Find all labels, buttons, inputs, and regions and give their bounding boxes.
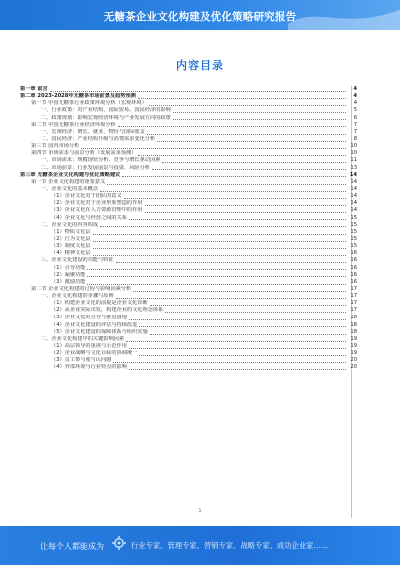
gear-icon — [112, 536, 126, 550]
toc-entry-label: （4）企业文化与经营之间的关系 — [51, 214, 127, 221]
toc-entry[interactable] — [20, 129, 357, 136]
toc-leader-dots — [133, 291, 346, 292]
toc-leader-dots — [93, 255, 346, 256]
toc-leader-dots — [173, 119, 346, 120]
toc-entry-page: 20 — [350, 357, 357, 364]
footer-slogan: 让每个人都能成为 — [40, 542, 104, 551]
toc-entry-label: 二、市场前景：行业发展前景与投资、风险分析 — [41, 164, 150, 171]
toc-entry-page: 6 — [353, 114, 357, 121]
toc-leader-dots — [81, 148, 346, 149]
toc-entry-page: 11 — [350, 157, 357, 164]
toc-entry-page: 4 — [353, 86, 357, 92]
toc-entry-page: 17 — [350, 293, 357, 300]
toc-entry[interactable] — [20, 265, 357, 272]
toc-entry[interactable] — [20, 222, 357, 229]
toc-entry-label: （3）企业文化在人力资源管理中的作用 — [51, 207, 143, 214]
table-of-contents — [20, 86, 357, 372]
toc-entry-label: （1）物质文化层 — [51, 228, 91, 235]
toc-leader-dots — [118, 126, 346, 127]
toc-leader-dots — [138, 98, 346, 99]
toc-entry[interactable] — [20, 207, 357, 214]
toc-entry-page: 19 — [350, 350, 357, 357]
toc-entry-label: 第二章 2023-2028年无糖茶市场前景及趋势预测 — [20, 93, 136, 100]
toc-leader-dots — [87, 276, 346, 277]
toc-entry[interactable] — [20, 93, 357, 100]
toc-leader-dots — [147, 134, 346, 135]
page-number: 1 — [198, 508, 202, 514]
toc-entry[interactable] — [20, 315, 357, 322]
toc-entry[interactable] — [20, 186, 357, 193]
toc-leader-dots — [116, 262, 346, 263]
toc-entry-page: 17 — [350, 300, 357, 307]
toc-entry-label: 二、企业文化的内容构成 — [41, 221, 99, 228]
header-banner — [0, 0, 400, 30]
toc-entry-page: 16 — [350, 250, 357, 257]
toc-leader-dots — [129, 369, 346, 370]
toc-entry-page: 18 — [350, 314, 357, 321]
toc-entry[interactable] — [20, 229, 357, 236]
toc-entry[interactable] — [20, 286, 357, 293]
toc-leader-dots — [100, 191, 346, 192]
toc-entry-label: 第四节 市场需求与前景分析（发展需求预测） — [31, 150, 137, 157]
toc-entry-label: （4）精神文化层 — [51, 250, 91, 257]
toc-entry-label: 一、市场需求：规模现状分析、竞争与增长驱动因素 — [41, 157, 161, 164]
toc-heading: 内容目录 — [176, 59, 224, 72]
toc-entry-page: 17 — [350, 307, 357, 314]
toc-entry-page: 13 — [350, 164, 357, 171]
toc-entry-page: 14 — [350, 185, 357, 192]
toc-entry-page: 14 — [350, 200, 357, 207]
toc-entry[interactable] — [20, 86, 357, 93]
toc-entry-label: （1）企业文化对于团队的意义 — [51, 193, 122, 200]
toc-entry-label: 二、企业文化构建中的关键影响因素 — [41, 335, 125, 342]
toc-entry-label: 一、企业文化构建的步骤与原则 — [41, 293, 114, 300]
toc-entry-page: 14 — [350, 207, 357, 214]
toc-leader-dots — [138, 155, 346, 156]
toc-entry[interactable] — [20, 357, 357, 364]
toc-entry[interactable] — [20, 100, 357, 107]
toc-entry-label: 第二节 企业文化构建的过程与影响因素分析 — [31, 285, 132, 292]
toc-leader-dots — [116, 298, 346, 299]
toc-leader-dots — [100, 226, 346, 227]
toc-entry-label: 三、企业文化建设的功能与特征 — [41, 257, 114, 264]
toc-entry-label: （3）激励功能 — [51, 278, 86, 285]
toc-entry-page: 18 — [350, 321, 357, 328]
toc-entry[interactable] — [20, 343, 357, 350]
toc-leader-dots — [113, 362, 346, 363]
toc-entry-page: 15 — [350, 228, 357, 235]
toc-entry-page: 16 — [350, 257, 357, 264]
toc-entry-page: 5 — [353, 107, 357, 114]
toc-leader-dots — [145, 212, 347, 213]
toc-entry-label: 二、政策规划：影响宏观经济环境与产业发展方向的政策 — [41, 114, 171, 121]
toc-leader-dots — [87, 269, 346, 270]
toc-entry-label: （2）从企业实际出发，构建企业的文化理念体系 — [51, 307, 164, 314]
toc-entry[interactable] — [20, 236, 357, 243]
toc-entry-label: （2）行为文化层 — [51, 235, 91, 242]
footer-roles: 行业专家、管理专家、营销专家、战略专家、成功企业家…… — [131, 541, 329, 550]
toc-entry-page: 7 — [353, 128, 357, 135]
toc-leader-dots — [50, 91, 346, 92]
toc-entry-page: 16 — [350, 278, 357, 285]
toc-entry-page: 4 — [353, 93, 357, 100]
toc-entry-page: 16 — [350, 264, 357, 271]
toc-entry[interactable] — [20, 350, 357, 357]
toc-entry[interactable] — [20, 336, 357, 343]
toc-entry-label: （3）企业文化的宣导与推进落地 — [51, 314, 127, 321]
toc-entry-page: 15 — [350, 214, 357, 221]
toc-entry-page: 14 — [350, 193, 357, 200]
toc-entry-label: 第二节 中国无糖茶行业经济环境分析 — [31, 121, 116, 128]
toc-entry[interactable] — [20, 215, 357, 222]
toc-entry-page: 15 — [350, 221, 357, 228]
toc-entry-label: （4）企业文化建设的评估与持续改进 — [51, 321, 138, 328]
toc-entry-label: （3）员工参与度与认同感 — [51, 357, 112, 364]
toc-entry-page: 16 — [350, 271, 357, 278]
toc-entry-label: （5）企业文化建设的保障体系与组织实施 — [51, 328, 148, 335]
toc-entry[interactable] — [20, 293, 357, 300]
toc-entry-label: 第一节 企业文化构建的重要意义 — [31, 178, 106, 185]
toc-entry-label: 第三章 无糖茶企业文化构建与优化策略建议 — [20, 171, 121, 178]
toc-leader-dots — [93, 248, 346, 249]
toc-leader-dots — [129, 219, 346, 220]
toc-leader-dots — [129, 319, 346, 320]
toc-leader-dots — [93, 234, 346, 235]
toc-leader-dots — [165, 312, 346, 313]
toc-entry[interactable] — [20, 257, 357, 264]
toc-leader-dots — [122, 176, 346, 177]
toc-leader-dots — [157, 141, 346, 142]
toc-entry-label: （1）引导功能 — [51, 264, 86, 271]
toc-leader-dots — [129, 348, 346, 349]
toc-entry-label: 二、国民经济：产业结构升级与消费需求变化分析 — [41, 135, 156, 142]
toc-entry-page: 7 — [353, 121, 357, 128]
toc-entry-label: （1）高层领导的重视与示范作用 — [51, 343, 127, 350]
toc-entry[interactable] — [20, 150, 357, 157]
toc-entry-label: 第三节 国内市场分析 — [31, 143, 80, 150]
toc-entry-label: 第一章 前言 — [20, 86, 48, 92]
toc-leader-dots — [126, 341, 346, 342]
toc-entry-label: 一、企业文化的基本概念 — [41, 185, 99, 192]
report-title: 无糖茶企业文化构建及优化策略研究报告 — [103, 11, 297, 23]
toc-leader-dots — [150, 334, 346, 335]
toc-entry[interactable] — [20, 193, 357, 200]
toc-entry-label: （2）凝聚功能 — [51, 271, 86, 278]
toc-entry[interactable] — [20, 307, 357, 314]
toc-leader-dots — [173, 112, 346, 113]
toc-leader-dots — [124, 198, 346, 199]
toc-entry-page: 10 — [350, 150, 357, 157]
toc-entry[interactable] — [20, 243, 357, 250]
toc-entry-label: 一、宏观经济：增长、就业、物价与国际收支 — [41, 128, 145, 135]
toc-entry[interactable] — [20, 165, 357, 172]
toc-leader-dots — [107, 184, 346, 185]
toc-leader-dots — [145, 205, 347, 206]
toc-entry[interactable] — [20, 172, 357, 179]
toc-entry[interactable] — [20, 300, 357, 307]
toc-entry-label: （2）企业战略与文化目标的协调统一 — [51, 350, 138, 357]
toc-entry-page: 17 — [350, 285, 357, 292]
toc-entry-page: 20 — [350, 364, 357, 371]
toc-entry[interactable] — [20, 279, 357, 286]
toc-entry-page: 18 — [350, 328, 357, 335]
footer-banner — [0, 526, 400, 565]
toc-entry[interactable] — [20, 157, 357, 164]
toc-entry-label: （2）企业文化对于企业形象塑造的作用 — [51, 200, 143, 207]
toc-entry[interactable] — [20, 107, 357, 114]
toc-leader-dots — [139, 326, 346, 327]
toc-entry[interactable] — [20, 115, 357, 122]
toc-leader-dots — [87, 284, 346, 285]
toc-entry-page: 14 — [350, 178, 357, 185]
toc-entry-label: （1）构建企业文化的前提是企业文化诊断 — [51, 300, 148, 307]
toc-entry-page: 19 — [350, 335, 357, 342]
toc-entry-label: 一、行业政策：对产业结构、国际贸易、国民经济的影响 — [41, 107, 171, 114]
toc-entry[interactable] — [20, 322, 357, 329]
toc-entry-page: 15 — [350, 243, 357, 250]
toc-entry[interactable] — [20, 272, 357, 279]
toc-leader-dots — [152, 169, 346, 170]
toc-entry-label: 第一节 中国无糖茶行业政策环境分析（宏观环境） — [31, 100, 147, 107]
toc-entry[interactable] — [20, 179, 357, 186]
toc-entry[interactable] — [20, 364, 357, 371]
toc-entry-page: 19 — [350, 343, 357, 350]
toc-entry[interactable] — [20, 143, 357, 150]
toc-leader-dots — [93, 241, 346, 242]
toc-leader-dots — [162, 162, 346, 163]
toc-entry[interactable] — [20, 122, 357, 129]
toc-entry[interactable] — [20, 250, 357, 257]
toc-entry[interactable] — [20, 136, 357, 143]
toc-leader-dots — [149, 105, 346, 106]
toc-leader-dots — [150, 305, 346, 306]
toc-entry-label: （3）制度文化层 — [51, 243, 91, 250]
toc-entry-label: （4）外部环境与行业特点的影响 — [51, 364, 127, 371]
toc-leader-dots — [139, 355, 346, 356]
toc-entry[interactable] — [20, 329, 357, 336]
toc-entry-page: 15 — [350, 235, 357, 242]
toc-entry-page: 10 — [350, 143, 357, 150]
toc-entry-page: 14 — [349, 171, 357, 178]
toc-entry-page: 4 — [353, 100, 357, 107]
toc-entry[interactable] — [20, 200, 357, 207]
toc-entry-page: 8 — [353, 135, 357, 142]
